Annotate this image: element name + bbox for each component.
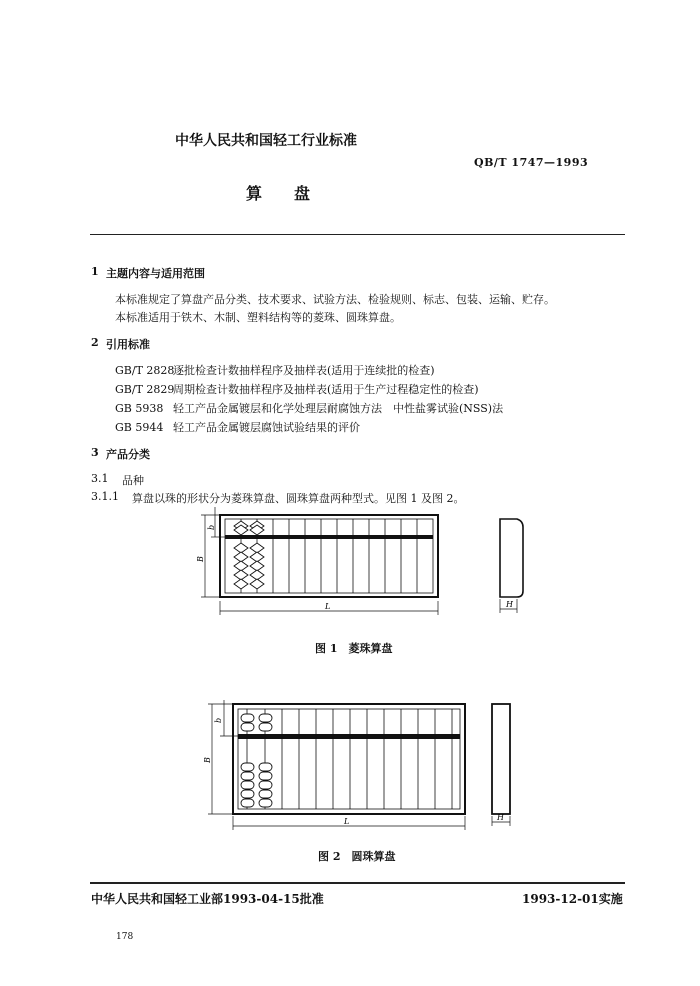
org-title: 中华人民共和国轻工行业标准 — [175, 133, 357, 149]
dim-label-L: L — [344, 817, 350, 826]
reference-title: 轻工产品金属镀层腐蚀试验结果的评价 — [173, 421, 360, 434]
abacus-rods — [241, 519, 417, 593]
abacus-rods — [247, 709, 452, 809]
dim-label-B: B — [196, 556, 205, 562]
section-1-paragraph-2: 本标准适用于铁木、木制、塑料结构等的菱珠、圆珠算盘。 — [115, 311, 401, 324]
abacus-side-view — [500, 519, 523, 597]
section-1-paragraph-1: 本标准规定了算盘产品分类、技术要求、试验方法、检验规则、标志、包装、运输、贮存。 — [115, 293, 555, 306]
document-title: 算 盘 — [246, 184, 311, 203]
dim-label-H: H — [497, 813, 504, 822]
standard-number: QB/T 1747—1993 — [474, 156, 589, 169]
reference-code: GB 5944 — [115, 421, 164, 434]
dimension-lines — [201, 507, 438, 615]
reference-item — [115, 362, 435, 378]
figure-1-drawing — [195, 505, 535, 620]
reference-code: GB/T 2828 — [115, 364, 175, 377]
dim-label-B: B — [203, 757, 212, 763]
dim-label-H: H — [506, 600, 513, 609]
header-rule — [90, 234, 625, 235]
figure-2-drawing — [198, 700, 528, 830]
section-1-number: 1 — [91, 265, 99, 278]
reference-code: GB/T 2829 — [115, 383, 175, 396]
reference-title: 周期检查计数抽样程序及抽样表(适用于生产过程稳定性的检查) — [173, 383, 479, 396]
section-3-title: 产品分类 — [106, 448, 150, 461]
section-2-title: 引用标准 — [106, 338, 150, 351]
dim-label-b: b — [214, 717, 223, 723]
section-3-1-title: 品种 — [122, 474, 144, 487]
dim-label-L: L — [325, 602, 331, 611]
footer-rule — [90, 882, 625, 884]
approval-text: 中华人民共和国轻工业部1993-04-15批准 — [91, 892, 324, 906]
figure-1-caption: 图 1 菱珠算盘 — [315, 642, 393, 655]
section-3-1-1-number: 3.1.1 — [91, 490, 119, 503]
page-number: 178 — [116, 932, 134, 942]
round-beads — [241, 714, 272, 807]
implementation-text: 1993-12-01实施 — [522, 892, 623, 906]
reference-item — [115, 419, 360, 435]
section-3-1-1-text: 算盘以珠的形状分为菱珠算盘、圆珠算盘两种型式。见图 1 及图 2。 — [132, 492, 465, 505]
reference-code: GB 5938 — [115, 402, 164, 415]
section-1-title: 主题内容与适用范围 — [106, 267, 205, 280]
figure-2-caption: 图 2 圆珠算盘 — [318, 850, 396, 863]
reference-title: 轻工产品金属镀层和化学处理层耐腐蚀方法 中性盐雾试验(NSS)法 — [173, 402, 504, 415]
reference-item — [115, 400, 503, 416]
section-3-1-number: 3.1 — [91, 472, 109, 485]
section-2-number: 2 — [91, 336, 99, 349]
dim-label-b: b — [207, 524, 216, 530]
abacus-beam — [225, 535, 433, 539]
reference-title: 逐批检查计数抽样程序及抽样表(适用于连续批的检查) — [173, 364, 435, 377]
section-3-number: 3 — [91, 446, 99, 459]
reference-item — [115, 381, 479, 397]
abacus-beam — [238, 734, 460, 739]
rhombic-beads — [234, 521, 264, 589]
abacus-side-view — [492, 704, 510, 814]
